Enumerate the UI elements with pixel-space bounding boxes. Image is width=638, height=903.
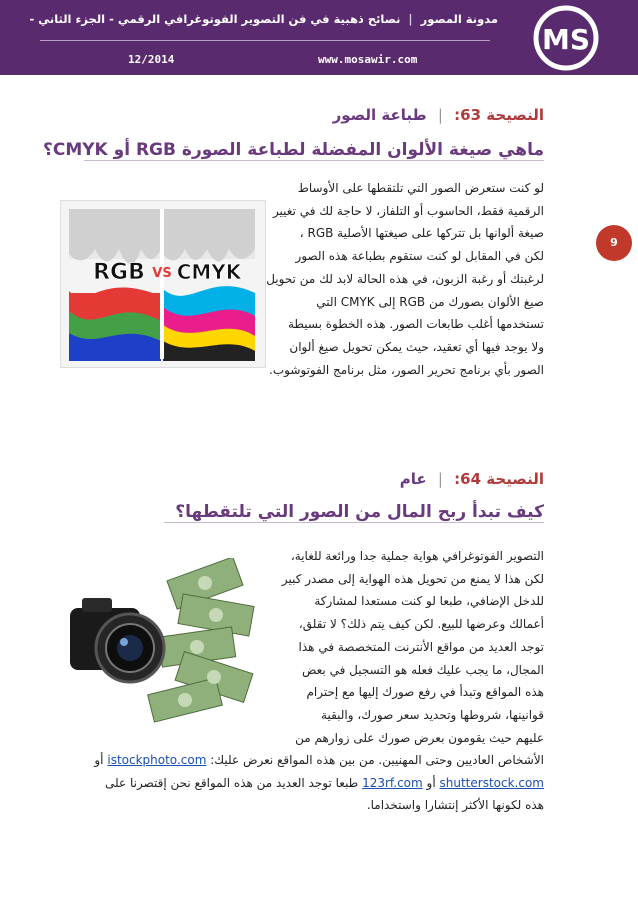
rgb-cmyk-paint-icon: [60, 201, 265, 368]
tip-63-line: صيغ الألوان بصورك من RGB إلى CMYK التي: [316, 294, 544, 309]
tip-64-body: [242, 545, 544, 749]
tip-64-full-line: [40, 749, 544, 772]
tip-63-line: صيغة ألوانها بل تتركها على صيغتها الأصلية RGB ،: [299, 226, 544, 241]
tip-64-question: كيف تبدأ ربح المال من الصور التي تلتقطها؟: [164, 502, 544, 523]
tip-64-sites-intro: الأشخاص العاديين وحتى المهنيين. من بين هذه المواقع نعرض عليك:: [210, 753, 544, 767]
page-number-badge: 9: [596, 225, 632, 261]
tip-63-line: الرقمية فقط، الحاسوب أو التلفاز، لا حاجة لك في تغيير: [272, 203, 544, 218]
tip-64-label: النصيحة: [486, 470, 544, 488]
page-header: [0, 0, 638, 75]
site-logo-icon: [512, 2, 610, 74]
tip-63-number: 63:: [454, 106, 482, 124]
header-divider: [40, 40, 490, 41]
tip-64-body-full: [40, 749, 544, 817]
or-text: أو: [94, 753, 104, 767]
123rf-link[interactable]: 123rf.com: [362, 775, 423, 790]
tip-64-full-line: هذه لكونها الأكثر إنتشارا واستخداما.: [366, 798, 544, 813]
rgb-vs-cmyk-image: [60, 200, 266, 368]
or-text: أو: [426, 775, 436, 790]
header-book-title: نصائح ذهبية في فن التصوير الفوتوغرافي الرقمي - الجزء الثاني -: [29, 12, 401, 26]
tip-64-category: عام: [399, 470, 427, 488]
tip-64-line: للدخل الإضافي، طبعا لو كنت مستعدا لمشاركة: [314, 594, 544, 609]
tip-64-number: 64:: [454, 470, 482, 488]
tip-63-line: لو كنت ستعرض الصور التي تلتقطها على الأوساط: [297, 181, 544, 195]
tip-63-question: ماهي صيغة الألوان المفضلة لطباعة الصورة RGB أو CMYK؟: [42, 140, 544, 160]
tip-63-body: [242, 177, 544, 381]
tip-63-line: لكن في المقابل لو كنت ستقوم بطباعة هذه الصور: [295, 249, 544, 264]
vs-label: VS: [152, 266, 172, 281]
tip-63-line: ولا يوجد فيها أي تعقيد، حيث يمكن تحويل صيغ ألوان: [289, 339, 544, 354]
tip-63-line: تستخدمها أغلب طابعات الصور. هذه الخطوة بسيطة: [288, 317, 544, 332]
tip-63-line: الصور بأي برنامج تحرير الصور، مثل برنامج الفوتوشوب.: [269, 362, 544, 377]
cmyk-label: CMYK: [176, 260, 242, 284]
tip-64-line: هذه المواقع وتبدأ في رفع صورك إليها مع إحترام: [306, 685, 544, 700]
tip-63-label: النصيحة: [486, 106, 544, 124]
tip-63-line: لرغبتك أو رغبة الزبون، في هذه الحالة لابد لك من تحويل: [266, 271, 544, 286]
camera-money-icon: [60, 558, 266, 734]
tip-64-line: التصوير الفوتوغرافي هواية جملية جدا ورائعة للغاية،: [290, 549, 544, 563]
tip-64-line: عليهم حيث يقومون بعرض صورك على زوارهم من: [295, 730, 544, 745]
tip-64-line: لكن هذا لا يمنع من تحويل هذه الهواية إلى مصدر كبير: [281, 571, 544, 586]
tip-63-heading: [333, 106, 544, 124]
tip-64-line: توجد العديد من مواقع الأنترنت المتخصصة في هذا: [298, 639, 544, 654]
header-url[interactable]: www.mosawir.com: [318, 53, 418, 66]
header-title: [28, 12, 498, 26]
header-blog-name: مدونة المصور: [420, 12, 498, 26]
tip-64-sites-note: طبعا توجد العديد من هذه المواقع نحن إقتصرنا على: [105, 775, 359, 790]
tip-64-line: أعمالك وعرضها للبيع. لكن كيف يتم ذلك؟ لا تقلق،: [298, 617, 544, 632]
tip-64-full-line: [40, 772, 544, 795]
camera-money-image: [60, 558, 266, 734]
tip-63-category: طباعة الصور: [332, 106, 427, 124]
tip-64-line: المجال، ما يجب عليك فعله هو التسجيل في بعض: [301, 662, 544, 677]
logo-text: MS: [541, 23, 591, 56]
tip-64-heading: [400, 470, 544, 488]
tip-64-line: قوانينها، شروطها وتحديد سعر صورك، والبقية: [321, 707, 544, 722]
istockphoto-link[interactable]: istockphoto.com: [107, 753, 207, 767]
shutterstock-link[interactable]: shutterstock.com: [439, 775, 544, 790]
rgb-label: RGB: [93, 260, 145, 285]
header-separator: |: [404, 12, 417, 26]
tip-63-separator: |: [437, 106, 443, 124]
header-date: 12/2014: [128, 53, 175, 66]
tip-64-separator: |: [437, 470, 443, 488]
